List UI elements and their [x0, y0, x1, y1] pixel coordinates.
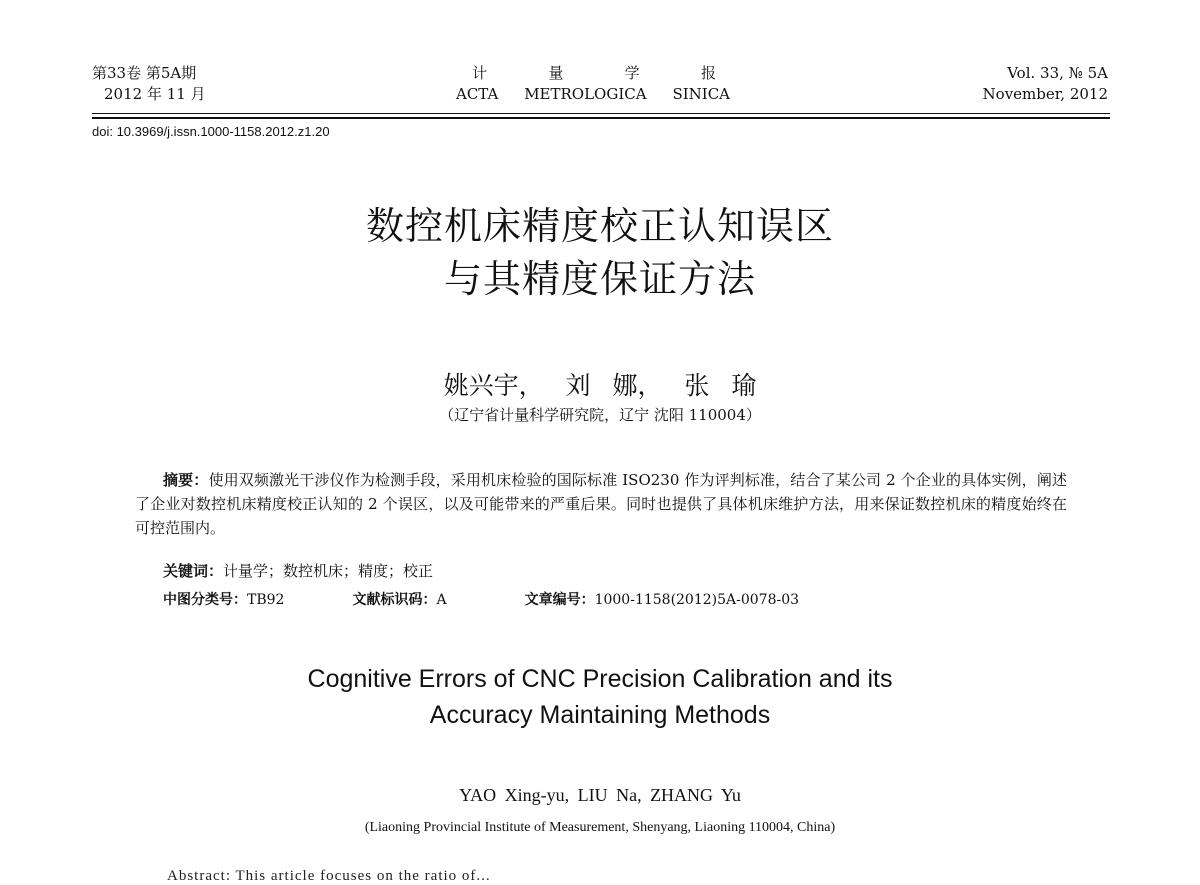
volume-issue: 第33卷 第5A期	[92, 64, 197, 82]
abstract-cn	[135, 468, 1067, 540]
abstract-text: 使用双频激光干涉仪作为检测手段，采用机床检验的国际标准 ISO230 作为评判标准，结合了某公司 2 个企业的具体实例，阐述了企业对数控机床精度校正认知的 2 个误区，以及可能带来的严重后果。同时也提供了具体机床维护方法，用来保证数控机床的精度始终在可控范围内。	[135, 471, 1067, 537]
authors-cn: 姚兴宇， 刘 娜， 张 瑜	[443, 371, 757, 400]
header-issue-info	[92, 63, 206, 105]
authors-en: YAO Xing-yu, LIU Na, ZHANG Yu	[459, 785, 741, 805]
abstract-label: 摘要：	[163, 471, 209, 489]
clc-value: TB92	[247, 592, 285, 608]
publication-date-cn: 2012 年 11 月	[104, 85, 206, 103]
affiliation-cn: （辽宁省计量科学研究院，辽宁 沈阳 110004）	[439, 406, 761, 424]
clc-label: 中图分类号：	[163, 592, 247, 608]
paper-title-cn: 数控机床精度校正认知误区 与其精度保证方法	[365, 204, 834, 301]
abstract-en-partial: Abstract: This article focuses on the ratio of...	[167, 868, 491, 884]
doi-link[interactable]: doi: 10.3969/j.issn.1000-1158.2012.z1.20	[92, 124, 330, 139]
classification-row	[163, 589, 799, 609]
journal-name-cn: 计 量 学 报	[472, 64, 716, 82]
keywords-label: 关键词：	[163, 562, 224, 580]
journal-name-en: ACTA METROLOGICA SINICA	[456, 85, 730, 103]
header-rule-thick	[92, 117, 1110, 119]
header-volume-en	[983, 63, 1108, 105]
affiliation-en: (Liaoning Provincial Institute of Measurement, Shenyang, Liaoning 110004, China)	[364, 820, 836, 835]
paper-title-en: Cognitive Errors of CNC Precision Calibration and its Accuracy Maintaining Methods	[307, 665, 893, 729]
article-number-label: 文章编号：	[524, 592, 595, 608]
keywords-cn	[163, 560, 433, 581]
volume-number-en: Vol. 33, № 5A	[1007, 64, 1108, 82]
keywords-text: 计量学；数控机床；精度；校正	[223, 562, 434, 580]
journal-name	[456, 63, 730, 105]
doc-code-value: A	[436, 592, 447, 608]
article-number-value: 1000-1158(2012)5A-0078-03	[594, 592, 800, 608]
publication-date-en: November, 2012	[982, 85, 1108, 103]
header-rule-thin	[92, 113, 1110, 114]
doc-code-label: 文献标识码：	[352, 592, 437, 608]
